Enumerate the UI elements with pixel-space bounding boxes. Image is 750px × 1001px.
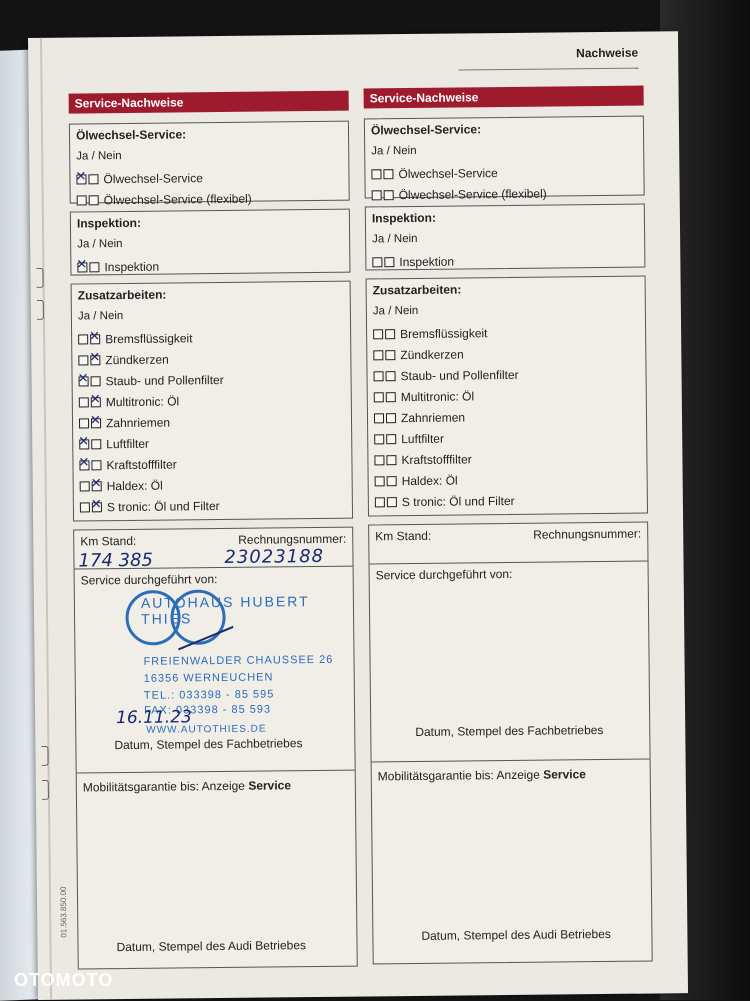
binding-tab: [42, 780, 49, 800]
checklist-item-label: Multitronic: Öl: [400, 388, 475, 404]
stamp-tel: TEL.: 033398 - 85 595: [143, 688, 275, 702]
nein-checkbox[interactable]: [89, 195, 99, 205]
checklist-item-label: Zahnriemen: [400, 409, 466, 425]
nein-checkbox[interactable]: [387, 476, 397, 486]
checklist-item-label: Bremsflüssigkeit: [400, 325, 488, 341]
checklist-item: [372, 249, 638, 273]
nein-checkbox[interactable]: [385, 329, 395, 339]
checklist-item: [79, 431, 345, 455]
stamp-street: FREIENWALDER CHAUSSEE 26: [143, 653, 334, 668]
checklist-item: [78, 368, 344, 392]
right-record: [364, 86, 653, 973]
ja-checkbox[interactable]: [373, 350, 383, 360]
divider: [77, 770, 355, 774]
nein-checkbox[interactable]: [91, 376, 101, 386]
ja-checkbox[interactable]: [80, 502, 90, 512]
audi-stamp-label: Datum, Stempel des Audi Betriebes: [421, 926, 611, 943]
checklist-item: [373, 363, 639, 387]
watermark-logo: OTOMOTO: [14, 970, 114, 990]
left-oil-items: [76, 166, 342, 211]
service-by-label: Service durchgeführt von:: [80, 572, 218, 588]
left-oil-box: [69, 121, 350, 207]
checklist-item-label: Ölwechsel-Service: [103, 170, 203, 186]
checklist-item-label: Haldex: Öl: [401, 473, 458, 488]
ja-checkbox[interactable]: [374, 371, 384, 381]
mobility-bold: Service: [248, 778, 292, 793]
service-by-label: Service durchgeführt von:: [375, 566, 513, 583]
header-rule: [458, 68, 638, 71]
nein-checkbox[interactable]: [386, 371, 396, 381]
nein-checkbox[interactable]: [91, 418, 101, 428]
ja-checkbox[interactable]: [371, 169, 381, 179]
invoice-label: Rechnungsnummer:: [238, 531, 347, 547]
mobility-label: [378, 767, 586, 783]
ja-checkbox[interactable]: [374, 434, 384, 444]
ja-checkbox[interactable]: [80, 481, 90, 491]
handwritten-km: 174 385: [78, 549, 154, 572]
stamp-dealer-name: AUTOHAUS HUBERT THIES: [140, 593, 310, 627]
ja-checkbox[interactable]: [79, 439, 89, 449]
checklist-item: [372, 182, 638, 206]
mobility-bold: Service: [543, 767, 586, 782]
ja-checkbox[interactable]: [372, 190, 382, 200]
mobility-label: [83, 778, 291, 794]
nein-checkbox[interactable]: [92, 481, 102, 491]
left-confirmation-box: [73, 527, 358, 970]
checklist-item: [78, 347, 344, 371]
checklist-item-label: Zündkerzen: [105, 352, 169, 367]
oil-title: Ölwechsel-Service:: [75, 127, 187, 143]
ja-checkbox[interactable]: [78, 355, 88, 365]
nein-checkbox[interactable]: [90, 334, 100, 344]
extra-title: Zusatzarbeiten:: [372, 282, 462, 298]
checklist-item-label: Ölwechsel-Service (flexibel): [398, 186, 547, 202]
right-extra-items: [373, 321, 641, 513]
checklist-item: [375, 468, 641, 492]
ja-checkbox[interactable]: [375, 476, 385, 486]
checklist-item: [373, 342, 639, 366]
right-inspection-items: [372, 249, 638, 273]
ja-nein-label: Ja / Nein: [76, 150, 122, 163]
checklist-item-label: Kraftstofffilter: [401, 451, 472, 467]
checklist-item: [76, 166, 342, 190]
audi-stamp-label: Datum, Stempel des Audi Betriebes: [116, 938, 307, 955]
left-extra-items: [78, 326, 346, 518]
ja-checkbox[interactable]: [79, 376, 89, 386]
nein-checkbox[interactable]: [387, 497, 397, 507]
ja-nein-label: Ja / Nein: [77, 238, 123, 251]
extra-title: Zusatzarbeiten:: [77, 287, 167, 303]
nein-checkbox[interactable]: [386, 413, 396, 423]
ja-checkbox[interactable]: [77, 262, 87, 272]
checklist-item: [79, 410, 345, 434]
inspection-title: Inspektion:: [76, 215, 142, 231]
checklist-item-label: Inspektion: [399, 254, 455, 269]
checklist-item: [374, 405, 640, 429]
nein-checkbox[interactable]: [88, 174, 98, 184]
checklist-item-label: Bremsflüssigkeit: [105, 330, 193, 346]
divider: [372, 759, 650, 763]
checklist-item: [79, 452, 345, 476]
checklist-item-label: Zündkerzen: [400, 346, 464, 362]
ja-checkbox[interactable]: [374, 392, 384, 402]
checklist-item: [78, 326, 344, 350]
checklist-item: [375, 489, 641, 513]
left-banner: Service-Nachweise: [69, 91, 349, 114]
ja-checkbox[interactable]: [79, 397, 89, 407]
checklist-item: [80, 494, 346, 518]
checklist-item-label: Luftfilter: [401, 431, 444, 446]
checklist-item-label: Zahnriemen: [105, 415, 171, 430]
right-extra-box: [366, 276, 648, 517]
km-label: Km Stand:: [80, 533, 137, 549]
ja-checkbox[interactable]: [77, 195, 87, 205]
gutter-line: [40, 38, 52, 1000]
binding-tab: [36, 268, 43, 288]
invoice-label: Rechnungsnummer:: [533, 526, 642, 542]
stamp-city: 16356 WERNEUCHEN: [143, 671, 274, 685]
right-oil-box: [364, 116, 645, 202]
ja-checkbox[interactable]: [375, 497, 385, 507]
checklist-item: [79, 389, 345, 413]
ja-checkbox[interactable]: [78, 334, 88, 344]
nein-checkbox[interactable]: [384, 190, 394, 200]
nein-checkbox[interactable]: [386, 392, 396, 402]
checklist-item-label: Ölwechsel-Service (flexibel): [103, 191, 252, 207]
checklist-item-label: Multitronic: Öl: [105, 393, 180, 409]
date-stamp-label: Datum, Stempel des Fachbetriebes: [415, 723, 604, 739]
binding-tab: [41, 746, 48, 766]
right-banner: Service-Nachweise: [364, 86, 644, 109]
nein-checkbox[interactable]: [383, 169, 393, 179]
ja-nein-label: Ja / Nein: [372, 304, 419, 318]
handwritten-date: 16.11.23: [116, 707, 192, 729]
mobility-text: Mobilitätsgarantie bis: Anzeige: [82, 778, 249, 795]
nein-checkbox[interactable]: [91, 397, 101, 407]
checklist-item-label: Kraftstofffilter: [106, 456, 177, 472]
checklist-item: [371, 161, 637, 185]
binding-tab: [37, 300, 44, 320]
checklist-item-label: S tronic: Öl und Filter: [106, 498, 220, 514]
left-extra-box: [71, 281, 353, 522]
km-label: Km Stand:: [375, 528, 432, 544]
right-oil-items: [371, 161, 637, 206]
ja-checkbox[interactable]: [372, 257, 382, 267]
divider: [370, 561, 648, 565]
right-inspection-box: [365, 204, 646, 271]
handwritten-invoice: 23023188: [224, 545, 325, 568]
stamp-fax: FAX: 033398 - 85 593: [143, 703, 272, 717]
checklist-item-label: S tronic: Öl und Filter: [401, 493, 515, 509]
checklist-item: [374, 384, 640, 408]
booklet-page: [28, 31, 688, 1000]
nein-checkbox[interactable]: [90, 355, 100, 365]
checklist-item: [373, 321, 639, 345]
page-header-title: Nachweise: [576, 45, 639, 61]
ja-checkbox[interactable]: [374, 455, 384, 465]
nein-checkbox[interactable]: [386, 455, 396, 465]
mobility-text: Mobilitätsgarantie bis: Anzeige: [377, 767, 544, 784]
nein-checkbox[interactable]: [386, 434, 396, 444]
checklist-item: [374, 447, 640, 471]
checklist-item-label: Luftfilter: [106, 436, 150, 451]
ja-nein-label: Ja / Nein: [77, 310, 124, 323]
inspection-title: Inspektion:: [371, 210, 436, 226]
checklist-item-label: Staub- und Pollenfilter: [400, 367, 519, 383]
checklist-item: [374, 426, 640, 450]
ja-checkbox[interactable]: [79, 460, 89, 470]
nein-checkbox[interactable]: [89, 262, 99, 272]
checklist-item: [77, 187, 343, 211]
left-record: [69, 91, 358, 978]
ja-checkbox[interactable]: [374, 413, 384, 423]
date-stamp-label: Datum, Stempel des Fachbetriebes: [114, 736, 303, 753]
nein-checkbox[interactable]: [91, 460, 101, 470]
nein-checkbox[interactable]: [384, 257, 394, 267]
left-inspection-items: [77, 254, 343, 278]
oil-title: Ölwechsel-Service:: [370, 122, 482, 138]
checklist-item: [77, 254, 343, 278]
checklist-item: [80, 473, 346, 497]
nein-checkbox[interactable]: [92, 502, 102, 512]
checklist-item-label: Ölwechsel-Service: [398, 165, 498, 181]
right-confirmation-box: [368, 522, 653, 965]
ja-nein-label: Ja / Nein: [372, 232, 418, 246]
checklist-item-label: Staub- und Pollenfilter: [105, 372, 224, 388]
document-code: 01.563.850.00: [58, 886, 69, 938]
checklist-item-label: Inspektion: [104, 259, 160, 274]
nein-checkbox[interactable]: [385, 350, 395, 360]
ja-checkbox[interactable]: [373, 329, 383, 339]
ja-nein-label: Ja / Nein: [371, 144, 417, 158]
left-inspection-box: [70, 209, 351, 276]
nein-checkbox[interactable]: [91, 439, 101, 449]
stamp-web: WWW.AUTOTHIES.DE: [146, 723, 267, 736]
ja-checkbox[interactable]: [76, 174, 86, 184]
ja-checkbox[interactable]: [79, 418, 89, 428]
km-invoice-row: [375, 527, 641, 544]
checklist-item-label: Haldex: Öl: [106, 478, 163, 493]
